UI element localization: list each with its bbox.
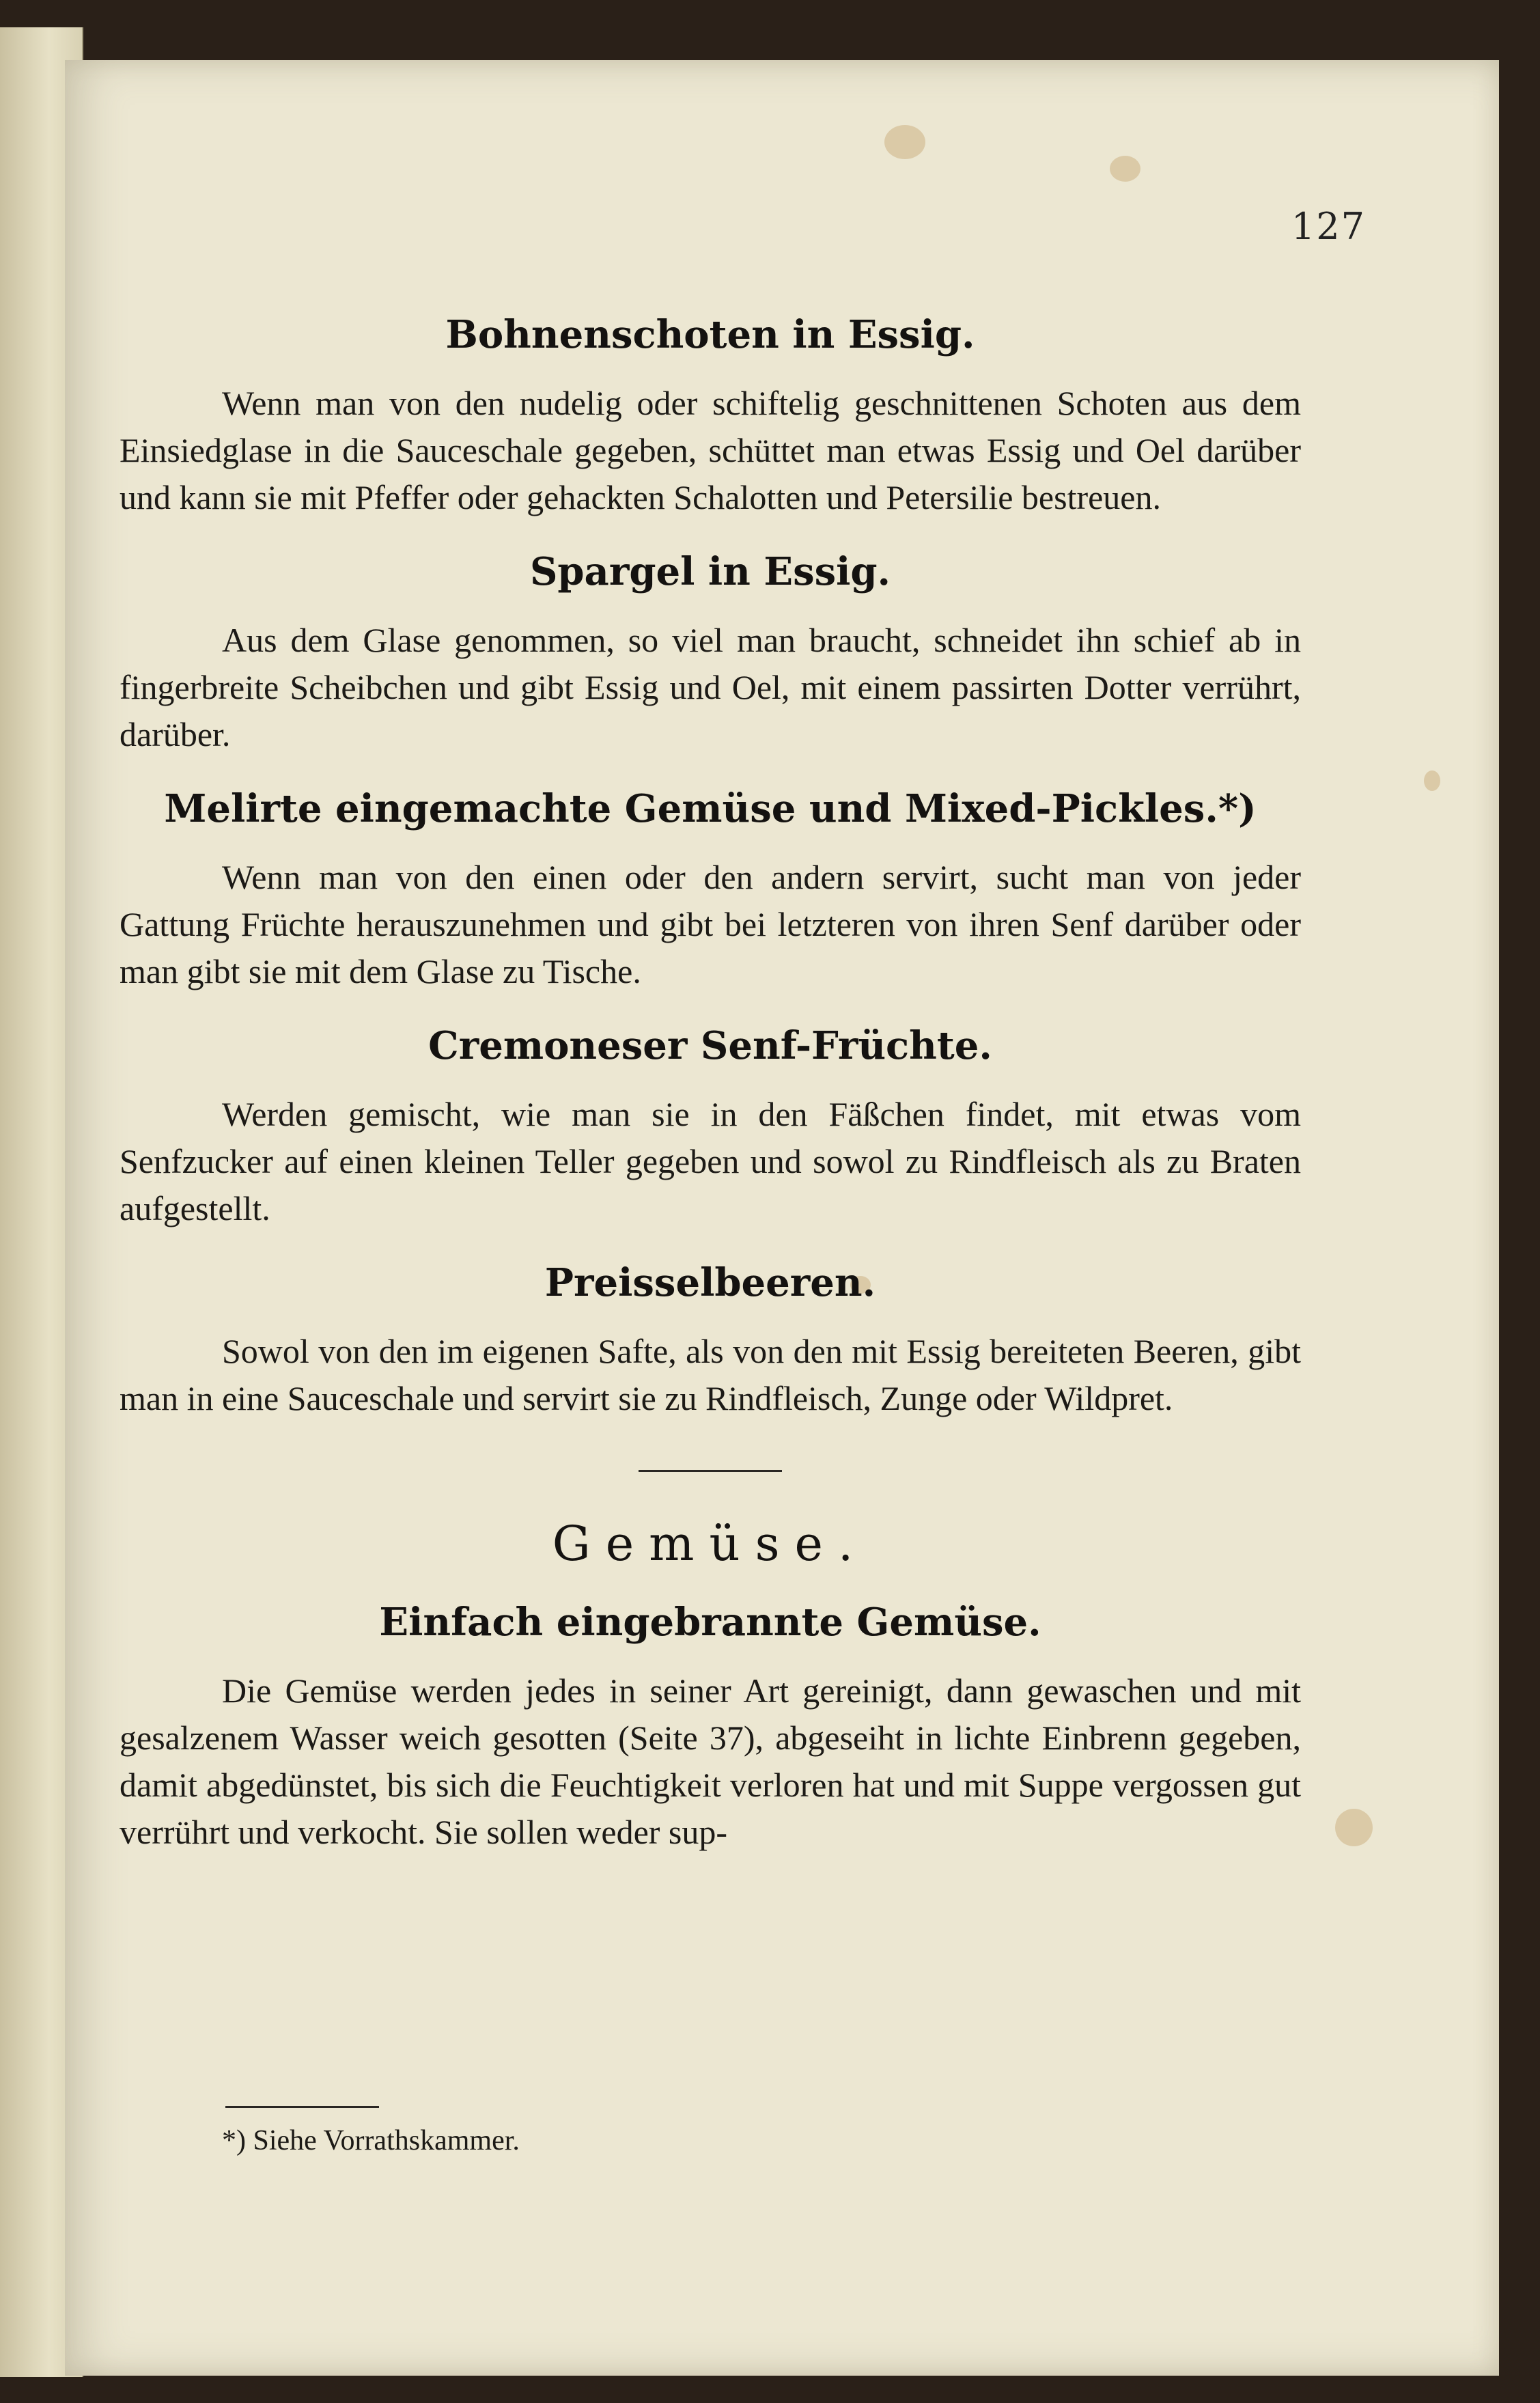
page-content bbox=[120, 307, 1301, 1879]
section-heading: Preisselbeeren. bbox=[544, 1260, 876, 1305]
section-heading: Cremoneser Senf-Früchte. bbox=[428, 1023, 992, 1068]
paper-stain bbox=[1424, 770, 1440, 791]
section-paragraph: Sowol von den im eigenen Safte, als von den mit Essig bereiteten Beeren, gibt man in eine Sauceschale und servirt sie zu Rindfleisch, Zunge oder Wildpret. bbox=[120, 1332, 1301, 1417]
chapter-subheading: Einfach eingebrannte Gemüse. bbox=[379, 1600, 1041, 1645]
footnote: *) Siehe Vorrathskammer. bbox=[222, 2125, 520, 2156]
page-number: 127 bbox=[1291, 205, 1366, 248]
chapter-title: Gemüse. bbox=[552, 1516, 869, 1572]
section-paragraph: Wenn man von den nudelig oder schiftelig geschnittenen Schoten aus dem Einsiedglase in die Sauceschale gegeben, schüttet man etwas Essig und Oel darüber und kann sie mit Pfeffer oder gehackten Schalotten und Petersilie bestreuen. bbox=[120, 384, 1301, 516]
section-heading: Bohnenschoten in Essig. bbox=[445, 312, 975, 357]
section-heading: Melirte eingemachte Gemüse und Mixed-Pickles.*) bbox=[164, 786, 1257, 831]
section-paragraph: Werden gemischt, wie man sie in den Fäßchen findet, mit etwas vom Senfzucker auf einen kleinen Teller gegeben und sowol zu Rindfleisch als zu Braten aufgestellt. bbox=[120, 1095, 1301, 1227]
section-heading: Spargel in Essig. bbox=[529, 549, 891, 594]
section-paragraph: Aus dem Glase genommen, so viel man braucht, schneidet ihn schief ab in fingerbreite Scheibchen und gibt Essig und Oel, mit einem passirten Dotter verrührt, darüber. bbox=[120, 621, 1301, 753]
section-separator bbox=[639, 1470, 782, 1472]
chapter-paragraph: Die Gemüse werden jedes in seiner Art gereinigt, dann gewaschen und mit gesalzenem Wasser weich gesotten (Seite 37), abgeseiht in lichte Einbrenn gegeben, damit abgedünstet, bis sich die Feuchtigkeit verloren hat und mit Suppe vergossen gut verrührt und verkocht. Sie sollen weder sup- bbox=[120, 1671, 1301, 1851]
footnote-rule bbox=[225, 2106, 379, 2108]
paper-stain bbox=[1335, 1809, 1373, 1846]
paper-stain bbox=[884, 125, 925, 159]
section-paragraph: Wenn man von den einen oder den andern servirt, sucht man von jeder Gattung Früchte herauszunehmen und gibt bei letzteren von ihren Senf darüber oder man gibt sie mit dem Glase zu Tische. bbox=[120, 858, 1301, 990]
paper-stain bbox=[1110, 156, 1140, 182]
